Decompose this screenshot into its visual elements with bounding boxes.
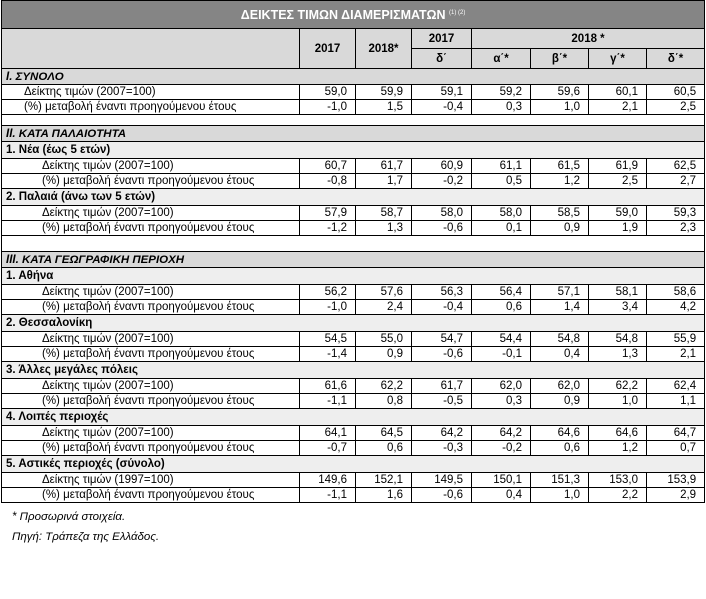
table-row xyxy=(2,473,705,488)
row-label: (%) μεταβολή έναντι προηγούμενου έτους xyxy=(2,174,300,189)
value-cell: 64,6 xyxy=(589,426,647,441)
value-cell: 3,4 xyxy=(589,300,647,315)
header-year-2017: 2017 xyxy=(300,29,356,69)
value-cell: -0,1 xyxy=(472,347,531,362)
value-cell: 64,6 xyxy=(531,426,589,441)
table-row xyxy=(2,488,705,503)
value-cell: 2,9 xyxy=(647,488,705,503)
value-cell: 54,8 xyxy=(589,332,647,347)
section-title: II. ΚΑΤΑ ΠΑΛΑΙΟΤΗΤΑ xyxy=(2,126,705,142)
table-row xyxy=(2,85,705,100)
value-cell: -0,6 xyxy=(412,221,472,236)
value-cell: -0,2 xyxy=(412,174,472,189)
value-cell: 62,0 xyxy=(531,379,589,394)
header-blank-cell xyxy=(2,29,300,69)
header-quarter-2018-q4: δ΄* xyxy=(647,49,705,69)
value-cell: 58,1 xyxy=(589,285,647,300)
value-cell: 0,8 xyxy=(356,394,412,409)
value-cell: 0,6 xyxy=(531,441,589,456)
footnote-source: Πηγή: Τράπεζα της Ελλάδος. xyxy=(12,531,160,543)
value-cell: 61,6 xyxy=(300,379,356,394)
table-row xyxy=(2,300,705,315)
value-cell: 150,1 xyxy=(472,473,531,488)
section-header-row xyxy=(2,126,705,142)
value-cell: 60,1 xyxy=(589,85,647,100)
row-label: Δείκτης τιμών (2007=100) xyxy=(2,426,300,441)
value-cell: 1,3 xyxy=(356,221,412,236)
value-cell: -0,4 xyxy=(412,100,472,115)
table-row xyxy=(2,221,705,236)
table-row xyxy=(2,441,705,456)
table-row xyxy=(2,159,705,174)
group-header-row xyxy=(2,268,705,285)
header-quarter-year-2018: 2018 * xyxy=(472,29,705,49)
row-label: Δείκτης τιμών (2007=100) xyxy=(2,332,300,347)
value-cell: 1,0 xyxy=(589,394,647,409)
group-header-row xyxy=(2,189,705,206)
value-cell: -0,3 xyxy=(412,441,472,456)
row-label: Δείκτης τιμών (2007=100) xyxy=(2,206,300,221)
value-cell: 0,7 xyxy=(647,441,705,456)
value-cell: 1,2 xyxy=(589,441,647,456)
group-header-row xyxy=(2,142,705,159)
value-cell: -1,0 xyxy=(300,300,356,315)
section-header-row xyxy=(2,69,705,85)
value-cell: 1,1 xyxy=(647,394,705,409)
value-cell: 58,7 xyxy=(356,206,412,221)
table-row xyxy=(2,426,705,441)
section-spacer xyxy=(2,115,705,126)
group-title: 2. Θεσσαλονίκη xyxy=(2,315,705,332)
value-cell: 54,8 xyxy=(531,332,589,347)
value-cell: 60,9 xyxy=(412,159,472,174)
value-cell: 58,5 xyxy=(531,206,589,221)
group-header-row xyxy=(2,409,705,426)
value-cell: 54,7 xyxy=(412,332,472,347)
row-label: Δείκτης τιμών (2007=100) xyxy=(2,85,300,100)
value-cell: 56,3 xyxy=(412,285,472,300)
value-cell: 1,6 xyxy=(356,488,412,503)
row-label: Δείκτης τιμών (2007=100) xyxy=(2,159,300,174)
value-cell: 64,2 xyxy=(412,426,472,441)
value-cell: 1,2 xyxy=(531,174,589,189)
header-quarter-2018-q1: α΄* xyxy=(472,49,531,69)
value-cell: -1,4 xyxy=(300,347,356,362)
value-cell: -0,2 xyxy=(472,441,531,456)
value-cell: 59,9 xyxy=(356,85,412,100)
value-cell: 0,9 xyxy=(531,394,589,409)
value-cell: 64,1 xyxy=(300,426,356,441)
table-row xyxy=(2,332,705,347)
value-cell: 57,9 xyxy=(300,206,356,221)
value-cell: -0,6 xyxy=(412,347,472,362)
table-row xyxy=(2,285,705,300)
value-cell: 0,5 xyxy=(472,174,531,189)
row-label: (%) μεταβολή έναντι προηγούμενου έτους xyxy=(2,347,300,362)
section-spacer-cell xyxy=(2,236,705,252)
header-quarter-2018-q3: γ΄* xyxy=(589,49,647,69)
group-title: 3. Άλλες μεγάλες πόλεις xyxy=(2,362,705,379)
row-label: (%) μεταβολή έναντι προηγούμενου έτους xyxy=(2,221,300,236)
value-cell: 1,7 xyxy=(356,174,412,189)
value-cell: 4,2 xyxy=(647,300,705,315)
value-cell: 61,1 xyxy=(472,159,531,174)
group-title: 1. Νέα (έως 5 ετών) xyxy=(2,142,705,159)
section-header-row xyxy=(2,252,705,268)
value-cell: 2,2 xyxy=(589,488,647,503)
value-cell: 0,3 xyxy=(472,394,531,409)
value-cell: 2,3 xyxy=(647,221,705,236)
table-title-row xyxy=(2,1,705,29)
table-row xyxy=(2,174,705,189)
value-cell: 0,3 xyxy=(472,100,531,115)
value-cell: 61,5 xyxy=(531,159,589,174)
row-label: (%) μεταβολή έναντι προηγούμενου έτους xyxy=(2,394,300,409)
value-cell: 64,2 xyxy=(472,426,531,441)
section-title: III. ΚΑΤΑ ΓΕΩΓΡΑΦΙΚΗ ΠΕΡΙΟΧΗ xyxy=(2,252,705,268)
value-cell: 60,7 xyxy=(300,159,356,174)
table-title xyxy=(2,1,705,29)
value-cell: 54,4 xyxy=(472,332,531,347)
value-cell: -0,5 xyxy=(412,394,472,409)
value-cell: 1,0 xyxy=(531,100,589,115)
value-cell: 2,5 xyxy=(589,174,647,189)
group-title: 4. Λοιπές περιοχές xyxy=(2,409,705,426)
value-cell: 55,9 xyxy=(647,332,705,347)
table-row xyxy=(2,347,705,362)
row-label: (%) μεταβολή έναντι προηγούμενου έτους xyxy=(2,100,300,115)
value-cell: 1,9 xyxy=(589,221,647,236)
value-cell: 62,2 xyxy=(356,379,412,394)
value-cell: 1,3 xyxy=(589,347,647,362)
value-cell: 0,9 xyxy=(531,221,589,236)
group-header-row xyxy=(2,456,705,473)
header-quarter-2018-q2: β΄* xyxy=(531,49,589,69)
value-cell: 1,4 xyxy=(531,300,589,315)
value-cell: 1,5 xyxy=(356,100,412,115)
value-cell: 0,9 xyxy=(356,347,412,362)
value-cell: -1,1 xyxy=(300,394,356,409)
value-cell: 60,5 xyxy=(647,85,705,100)
group-header-row xyxy=(2,362,705,379)
header-row-years xyxy=(2,29,705,49)
value-cell: 0,6 xyxy=(472,300,531,315)
value-cell: -0,4 xyxy=(412,300,472,315)
section-title: I. ΣΥΝΟΛΟ xyxy=(2,69,705,85)
value-cell: 61,7 xyxy=(412,379,472,394)
value-cell: 59,0 xyxy=(589,206,647,221)
title-notes: (1) (2) xyxy=(449,10,466,17)
value-cell: 151,3 xyxy=(531,473,589,488)
value-cell: 58,0 xyxy=(472,206,531,221)
value-cell: 152,1 xyxy=(356,473,412,488)
value-cell: 64,7 xyxy=(647,426,705,441)
value-cell: 0,4 xyxy=(472,488,531,503)
value-cell: -1,2 xyxy=(300,221,356,236)
group-title: 2. Παλαιά (άνω των 5 ετών) xyxy=(2,189,705,206)
row-label: (%) μεταβολή έναντι προηγούμενου έτους xyxy=(2,300,300,315)
header-quarter-2017-q4: δ΄ xyxy=(412,49,472,69)
header-quarter-year-2017: 2017 xyxy=(412,29,472,49)
row-label: Δείκτης τιμών (2007=100) xyxy=(2,285,300,300)
table-row xyxy=(2,379,705,394)
value-cell: 149,5 xyxy=(412,473,472,488)
value-cell: 62,5 xyxy=(647,159,705,174)
value-cell: 62,2 xyxy=(589,379,647,394)
section-spacer xyxy=(2,236,705,252)
group-title: 1. Αθήνα xyxy=(2,268,705,285)
row-label: Δείκτης τιμών (1997=100) xyxy=(2,473,300,488)
value-cell: 59,2 xyxy=(472,85,531,100)
value-cell: 56,4 xyxy=(472,285,531,300)
table-title-text: ΔΕΙΚΤΕΣ ΤΙΜΩΝ ΔΙΑΜΕΡΙΣΜΑΤΩΝ xyxy=(240,8,446,23)
value-cell: 2,1 xyxy=(589,100,647,115)
section-spacer-cell xyxy=(2,115,705,126)
value-cell: 1,0 xyxy=(531,488,589,503)
value-cell: -1,1 xyxy=(300,488,356,503)
value-cell: 62,0 xyxy=(472,379,531,394)
value-cell: 61,9 xyxy=(589,159,647,174)
value-cell: 59,0 xyxy=(300,85,356,100)
value-cell: -0,6 xyxy=(412,488,472,503)
value-cell: 59,1 xyxy=(412,85,472,100)
value-cell: 58,6 xyxy=(647,285,705,300)
value-cell: -0,8 xyxy=(300,174,356,189)
value-cell: 59,3 xyxy=(647,206,705,221)
value-cell: 153,0 xyxy=(589,473,647,488)
value-cell: 54,5 xyxy=(300,332,356,347)
value-cell: 2,1 xyxy=(647,347,705,362)
group-header-row xyxy=(2,315,705,332)
value-cell: 59,6 xyxy=(531,85,589,100)
value-cell: 62,4 xyxy=(647,379,705,394)
value-cell: 57,1 xyxy=(531,285,589,300)
header-year-2018: 2018* xyxy=(356,29,412,69)
footnote-provisional: * Προσωρινά στοιχεία. xyxy=(12,511,126,523)
value-cell: 2,7 xyxy=(647,174,705,189)
value-cell: 61,7 xyxy=(356,159,412,174)
value-cell: 64,5 xyxy=(356,426,412,441)
value-cell: 56,2 xyxy=(300,285,356,300)
table-row xyxy=(2,100,705,115)
value-cell: 57,6 xyxy=(356,285,412,300)
group-title: 5. Αστικές περιοχές (σύνολο) xyxy=(2,456,705,473)
row-label: (%) μεταβολή έναντι προηγούμενου έτους xyxy=(2,441,300,456)
value-cell: 2,5 xyxy=(647,100,705,115)
row-label: (%) μεταβολή έναντι προηγούμενου έτους xyxy=(2,488,300,503)
value-cell: 2,4 xyxy=(356,300,412,315)
value-cell: 149,6 xyxy=(300,473,356,488)
apartment-price-index-table xyxy=(1,0,705,503)
value-cell: 55,0 xyxy=(356,332,412,347)
row-label: Δείκτης τιμών (2007=100) xyxy=(2,379,300,394)
value-cell: 0,1 xyxy=(472,221,531,236)
value-cell: 58,0 xyxy=(412,206,472,221)
value-cell: -1,0 xyxy=(300,100,356,115)
value-cell: 0,4 xyxy=(531,347,589,362)
table-row xyxy=(2,206,705,221)
table-row xyxy=(2,394,705,409)
value-cell: 0,6 xyxy=(356,441,412,456)
value-cell: -0,7 xyxy=(300,441,356,456)
value-cell: 153,9 xyxy=(647,473,705,488)
